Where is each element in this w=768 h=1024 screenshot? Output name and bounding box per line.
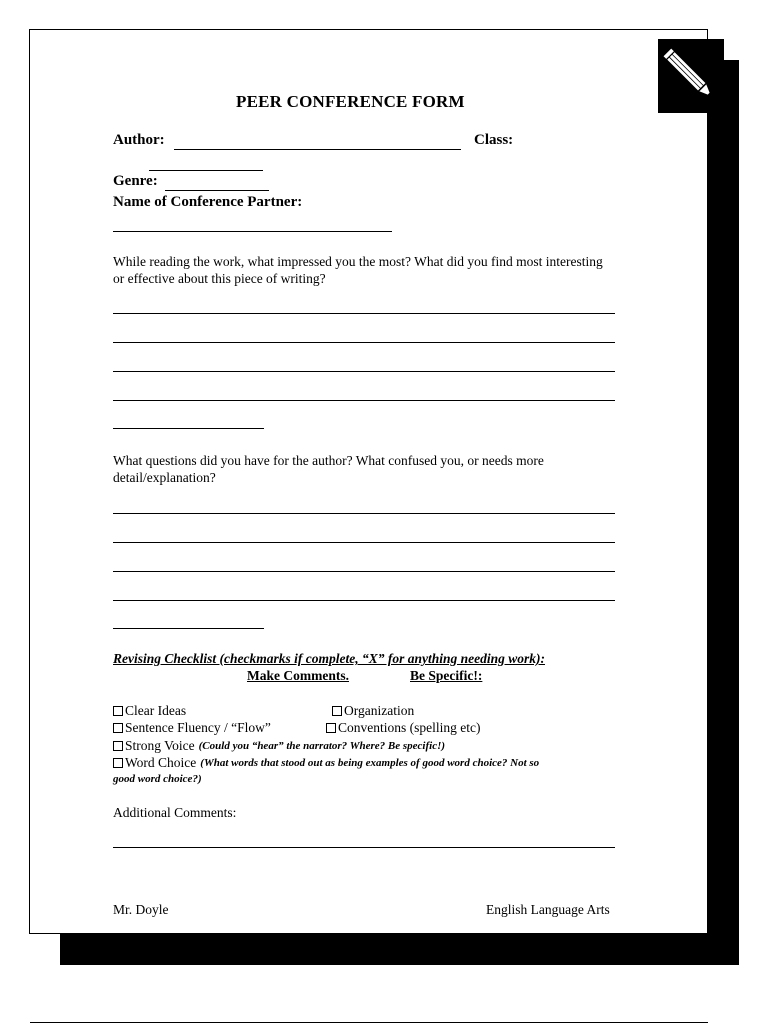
checkbox[interactable] (326, 723, 336, 733)
checklist-note-continued: good word choice?) (113, 773, 202, 785)
answer-line[interactable] (113, 542, 615, 543)
answer-line[interactable] (113, 628, 264, 629)
checkbox[interactable] (113, 758, 123, 768)
class-label: Class: (474, 132, 514, 148)
footer-teacher: Mr. Doyle (113, 902, 169, 917)
checkbox[interactable] (113, 723, 123, 733)
checklist-label: Conventions (spelling etc) (338, 720, 481, 735)
pencil-icon (658, 39, 724, 113)
checklist-heading: Revising Checklist (checkmarks if complete, “X” for anything needing work): (113, 651, 545, 666)
genre-field[interactable] (165, 190, 269, 191)
checklist-label: Strong Voice (125, 738, 195, 753)
answer-line[interactable] (113, 513, 615, 514)
make-comments: Make Comments. (247, 668, 349, 683)
checklist-item-organization[interactable] (332, 703, 414, 719)
checkbox[interactable] (113, 741, 123, 751)
checklist-label: Word Choice (125, 755, 197, 770)
answer-line[interactable] (113, 400, 615, 401)
checklist-note: (Could you “hear” the narrator? Where? Be specific!) (198, 740, 446, 752)
partner-field[interactable] (113, 231, 392, 232)
partner-label: Name of Conference Partner: (113, 194, 303, 210)
answer-line[interactable] (113, 428, 264, 429)
question-1: While reading the work, what impressed you the most? What did you find most interesting or effective about this piece of writing? (113, 254, 603, 286)
checkbox[interactable] (113, 706, 123, 716)
author-field[interactable] (174, 149, 461, 150)
be-specific: Be Specific!: (410, 668, 483, 683)
answer-line[interactable] (113, 371, 615, 372)
checklist-label: Clear Ideas (125, 703, 187, 718)
checkbox[interactable] (332, 706, 342, 716)
additional-comments-line[interactable] (113, 847, 615, 848)
genre-label: Genre: (113, 173, 158, 189)
checklist-label: Organization (344, 703, 415, 718)
answer-line[interactable] (113, 313, 615, 314)
question-2: What questions did you have for the author? What confused you, or needs more detail/explanation? (113, 453, 544, 485)
divider (30, 1022, 708, 1023)
answer-line[interactable] (113, 600, 615, 601)
checklist-item-clear-ideas[interactable] (113, 703, 186, 719)
checklist-item-conventions[interactable] (326, 720, 480, 736)
class-field[interactable] (149, 170, 263, 171)
checklist-item-strong-voice[interactable] (113, 738, 445, 754)
author-label: Author: (113, 132, 165, 148)
footer-subject: English Language Arts (486, 902, 610, 917)
checklist-label: Sentence Fluency / “Flow” (125, 720, 271, 735)
answer-line[interactable] (113, 342, 615, 343)
checklist-item-word-choice[interactable] (113, 755, 539, 771)
form-title: PEER CONFERENCE FORM (236, 92, 465, 111)
checklist-item-sentence-fluency[interactable] (113, 720, 271, 736)
answer-line[interactable] (113, 571, 615, 572)
checklist-note: (What words that stood out as being examples of good word choice? Not so (200, 757, 540, 769)
additional-comments-label: Additional Comments: (113, 805, 237, 820)
